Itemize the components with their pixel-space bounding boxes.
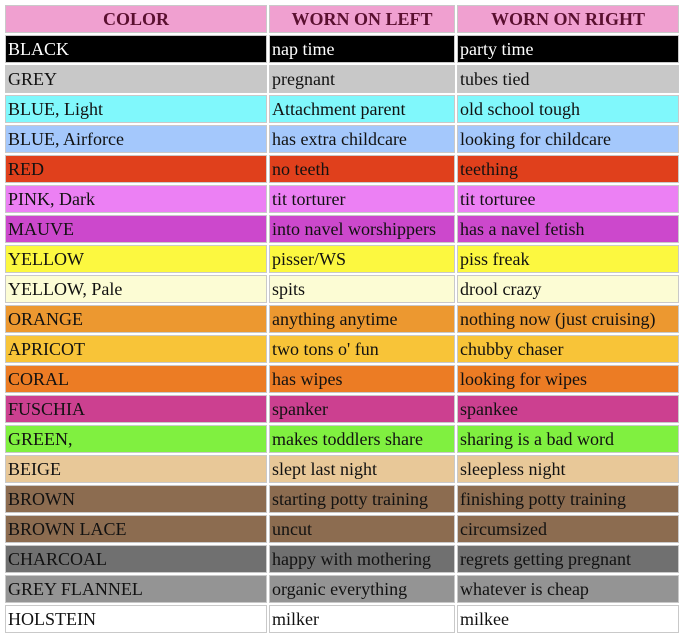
worn-on-left-cell: pregnant <box>269 65 455 93</box>
color-name-cell: YELLOW, Pale <box>5 275 267 303</box>
worn-on-left-cell: spits <box>269 275 455 303</box>
table-row <box>5 275 679 303</box>
worn-on-left-cell: into navel worshippers <box>269 215 455 243</box>
worn-on-right-cell: piss freak <box>457 245 679 273</box>
worn-on-left-cell: organic everything <box>269 575 455 603</box>
table-row <box>5 605 679 633</box>
table-row <box>5 365 679 393</box>
table-row <box>5 305 679 333</box>
color-name-cell: BLUE, Light <box>5 95 267 123</box>
table-row <box>5 245 679 273</box>
worn-on-left-cell: anything anytime <box>269 305 455 333</box>
worn-on-right-cell: milkee <box>457 605 679 633</box>
worn-on-left-cell: tit torturer <box>269 185 455 213</box>
color-name-cell: BLACK <box>5 35 267 63</box>
color-name-cell: APRICOT <box>5 335 267 363</box>
worn-on-left-cell: has wipes <box>269 365 455 393</box>
header-worn-on-right: WORN ON RIGHT <box>457 5 679 33</box>
worn-on-right-cell: finishing potty training <box>457 485 679 513</box>
color-name-cell: HOLSTEIN <box>5 605 267 633</box>
worn-on-left-cell: no teeth <box>269 155 455 183</box>
table-row <box>5 215 679 243</box>
worn-on-left-cell: makes toddlers share <box>269 425 455 453</box>
worn-on-left-cell: milker <box>269 605 455 633</box>
color-name-cell: YELLOW <box>5 245 267 273</box>
worn-on-right-cell: regrets getting pregnant <box>457 545 679 573</box>
header-worn-on-left: WORN ON LEFT <box>269 5 455 33</box>
color-name-cell: GREEN, <box>5 425 267 453</box>
color-code-table-container <box>3 3 679 635</box>
worn-on-left-cell: uncut <box>269 515 455 543</box>
color-name-cell: BLUE, Airforce <box>5 125 267 153</box>
worn-on-left-cell: happy with mothering <box>269 545 455 573</box>
table-row <box>5 335 679 363</box>
table-row <box>5 125 679 153</box>
worn-on-left-cell: nap time <box>269 35 455 63</box>
color-name-cell: BROWN <box>5 485 267 513</box>
table-row <box>5 185 679 213</box>
worn-on-right-cell: whatever is cheap <box>457 575 679 603</box>
worn-on-left-cell: pisser/WS <box>269 245 455 273</box>
table-row <box>5 455 679 483</box>
color-name-cell: GREY <box>5 65 267 93</box>
worn-on-right-cell: sleepless night <box>457 455 679 483</box>
worn-on-right-cell: has a navel fetish <box>457 215 679 243</box>
worn-on-right-cell: party time <box>457 35 679 63</box>
table-row <box>5 425 679 453</box>
worn-on-right-cell: old school tough <box>457 95 679 123</box>
worn-on-left-cell: has extra childcare <box>269 125 455 153</box>
worn-on-right-cell: sharing is a bad word <box>457 425 679 453</box>
color-name-cell: GREY FLANNEL <box>5 575 267 603</box>
worn-on-right-cell: drool crazy <box>457 275 679 303</box>
worn-on-right-cell: tubes tied <box>457 65 679 93</box>
color-name-cell: CORAL <box>5 365 267 393</box>
color-name-cell: RED <box>5 155 267 183</box>
table-row <box>5 485 679 513</box>
table-body <box>5 35 679 633</box>
table-row <box>5 515 679 543</box>
worn-on-right-cell: nothing now (just cruising) <box>457 305 679 333</box>
worn-on-right-cell: spankee <box>457 395 679 423</box>
color-name-cell: BROWN LACE <box>5 515 267 543</box>
color-name-cell: MAUVE <box>5 215 267 243</box>
worn-on-right-cell: looking for childcare <box>457 125 679 153</box>
table-row <box>5 35 679 63</box>
header-color: COLOR <box>5 5 267 33</box>
table-row <box>5 155 679 183</box>
header-row <box>5 5 679 33</box>
table-row <box>5 545 679 573</box>
table-row <box>5 575 679 603</box>
worn-on-left-cell: two tons o' fun <box>269 335 455 363</box>
worn-on-right-cell: tit torturee <box>457 185 679 213</box>
worn-on-left-cell: starting potty training <box>269 485 455 513</box>
worn-on-right-cell: looking for wipes <box>457 365 679 393</box>
color-code-table <box>3 3 681 635</box>
table-row <box>5 95 679 123</box>
table-row <box>5 395 679 423</box>
table-row <box>5 65 679 93</box>
worn-on-right-cell: chubby chaser <box>457 335 679 363</box>
worn-on-left-cell: Attachment parent <box>269 95 455 123</box>
worn-on-right-cell: teething <box>457 155 679 183</box>
worn-on-left-cell: slept last night <box>269 455 455 483</box>
color-name-cell: BEIGE <box>5 455 267 483</box>
color-name-cell: ORANGE <box>5 305 267 333</box>
color-name-cell: CHARCOAL <box>5 545 267 573</box>
worn-on-right-cell: circumsized <box>457 515 679 543</box>
color-name-cell: FUSCHIA <box>5 395 267 423</box>
color-name-cell: PINK, Dark <box>5 185 267 213</box>
worn-on-left-cell: spanker <box>269 395 455 423</box>
